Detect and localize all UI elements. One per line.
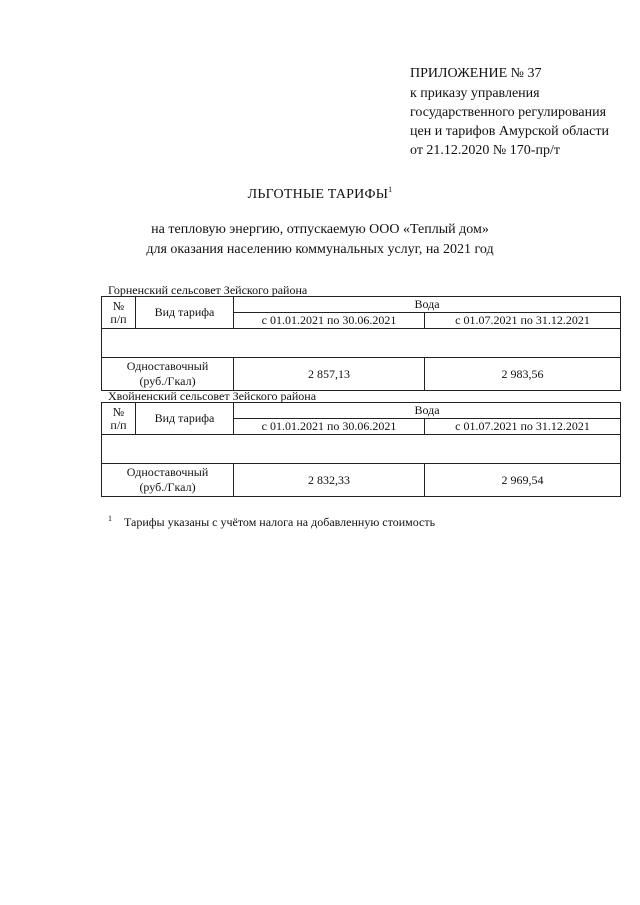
blank-cell [102, 329, 621, 358]
region-label: Горненский сельсовет Зейского района [108, 283, 308, 297]
header-number-abbr: п/п [110, 417, 127, 432]
table-blank-row [102, 329, 621, 358]
tariff-value-period-2: 2 969,54 [425, 464, 621, 497]
header-number-abbr: п/п [110, 311, 127, 326]
header-period-2: с 01.07.2021 по 31.12.2021 [425, 313, 621, 329]
table-blank-row [102, 435, 621, 464]
tariff-kind-cell [102, 464, 234, 497]
region-label: Хвойненский сельсовет Зейского района [108, 389, 317, 403]
document-subtitle [0, 220, 640, 260]
tariff-value-period-1: 2 832,33 [234, 464, 425, 497]
appendix-line: государственного регулирования [410, 105, 607, 120]
table-row [102, 464, 621, 497]
tariff-kind-unit: (руб./Гкал) [139, 480, 196, 494]
tariff-kind-unit: (руб./Гкал) [139, 374, 196, 388]
footnote-text: Тарифы указаны с учётом налога на добавленную стоимость [124, 515, 436, 529]
subtitle-line: для оказания населению коммунальных услуг, на 2021 год [146, 242, 494, 257]
subtitle-line: на тепловую энергию, отпускаемую ООО «Теплый дом» [151, 222, 489, 237]
header-group-water: Вода [234, 403, 621, 419]
document-title-text: ЛЬГОТНЫЕ ТАРИФЫ [247, 187, 389, 202]
tariff-value-period-1: 2 857,13 [234, 358, 425, 391]
appendix-line: к приказу управления [410, 86, 540, 101]
appendix-line: от 21.12.2020 № 170-пр/т [410, 143, 560, 158]
header-number-cell [102, 403, 136, 435]
header-period-1: с 01.01.2021 по 30.06.2021 [234, 419, 425, 435]
tariff-kind-cell [102, 358, 234, 391]
tariff-table [101, 296, 621, 391]
header-period-1: с 01.01.2021 по 30.06.2021 [234, 313, 425, 329]
tariff-table [101, 402, 621, 497]
header-number-symbol: № [112, 298, 125, 313]
header-period-2: с 01.07.2021 по 31.12.2021 [425, 419, 621, 435]
header-number-cell [102, 297, 136, 329]
title-footnote-mark: 1 [388, 185, 393, 194]
appendix-line: цен и тарифов Амурской области [410, 124, 609, 139]
tariff-kind-name: Одноставочный [126, 465, 209, 479]
table-row [102, 358, 621, 391]
table-header-row [102, 403, 621, 419]
blank-cell [102, 435, 621, 464]
document-title [0, 187, 640, 203]
footnote [108, 515, 435, 530]
table-header-row [102, 297, 621, 313]
header-tariff-kind: Вид тарифа [136, 403, 234, 435]
header-number-symbol: № [112, 404, 125, 419]
tariff-value-period-2: 2 983,56 [425, 358, 621, 391]
header-group-water: Вода [234, 297, 621, 313]
appendix-number: ПРИЛОЖЕНИЕ № 37 [410, 66, 542, 81]
tariff-kind-name: Одноставочный [126, 359, 209, 373]
footnote-mark: 1 [108, 514, 112, 523]
appendix-header [410, 64, 609, 160]
header-tariff-kind: Вид тарифа [136, 297, 234, 329]
